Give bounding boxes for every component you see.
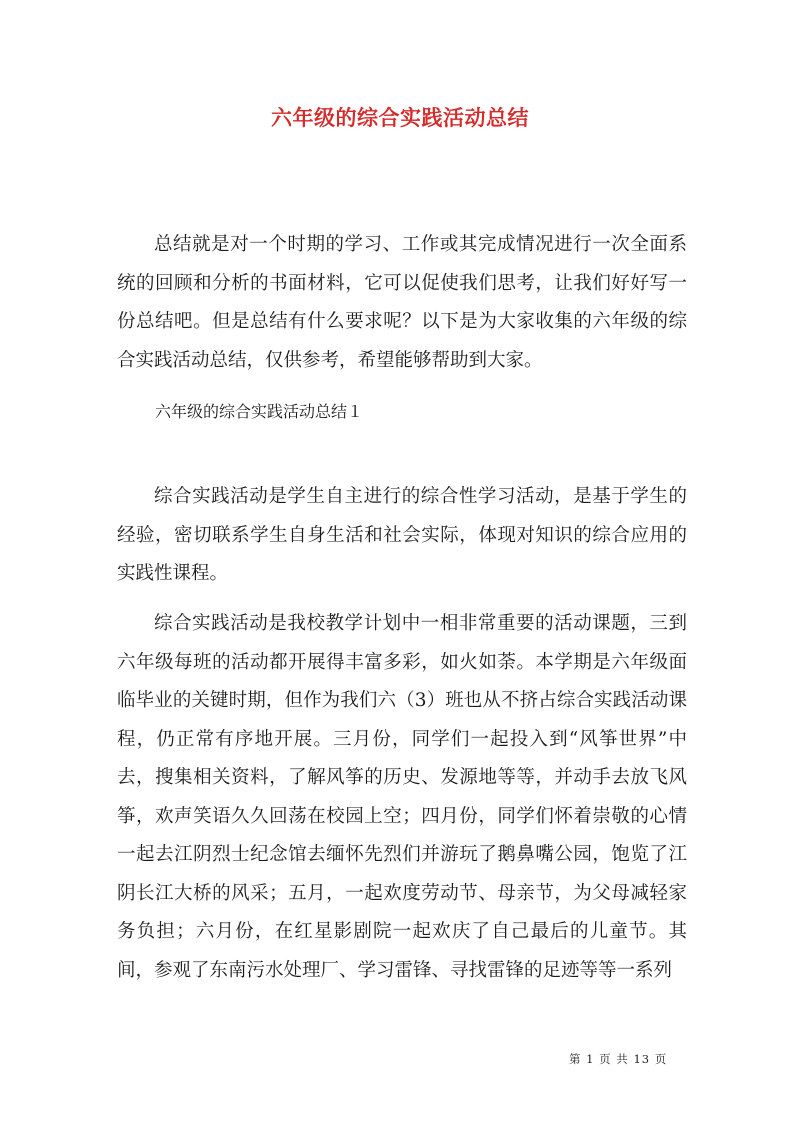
body-paragraph-2: 综合实践活动是我校教学计划中一相非常重要的活动课题，三到六年级每班的活动都开展得丰富多彩，如火如荼。本学期是六年级面临毕业的关键时期，但作为我们六（3）班也从不挤占综合实践活动课程，仍正常有序地开展。三月份，同学们一起投入到“风筝世界”中去，搜集相关资料，了解风筝的历史、发源地等等，并动手去放飞风筝，欢声笑语久久回荡在校园上空；四月份，同学们怀着崇敬的心情一起去江阴烈士纪念馆去缅怀先烈们并游玩了鹅鼻嘴公园，饱览了江阴长江大桥的风采；五月，一起欢度劳动节、母亲节，为父母减轻家务负担；六月份，在红星影剧院一起欢庆了自己最后的儿童节。其间，参观了东南污水处理厂、学习雷锋、寻找雷锋的足迹等等一系列 [117, 613, 687, 981]
document-title: 六年级的综合实践活动总结 [271, 105, 529, 130]
body-paragraph-1: 综合实践活动是学生自主进行的综合性学习活动，是基于学生的经验，密切联系学生自身生活和社会实际，体现对知识的综合应用的实践性课程。 [117, 486, 687, 584]
page-number-footer: 第 1 页 共 13 页 [569, 1052, 668, 1066]
intro-paragraph: 总结就是对一个时期的学习、工作或其完成情况进行一次全面系统的回顾和分析的书面材料，它可以促使我们思考，让我们好好写一份总结吧。但是总结有什么要求呢？以下是为大家收集的六年级的综合实践活动总结，仅供参考，希望能够帮助到大家。 [117, 234, 687, 371]
section-heading: 六年级的综合实践活动总结１ [155, 402, 364, 421]
